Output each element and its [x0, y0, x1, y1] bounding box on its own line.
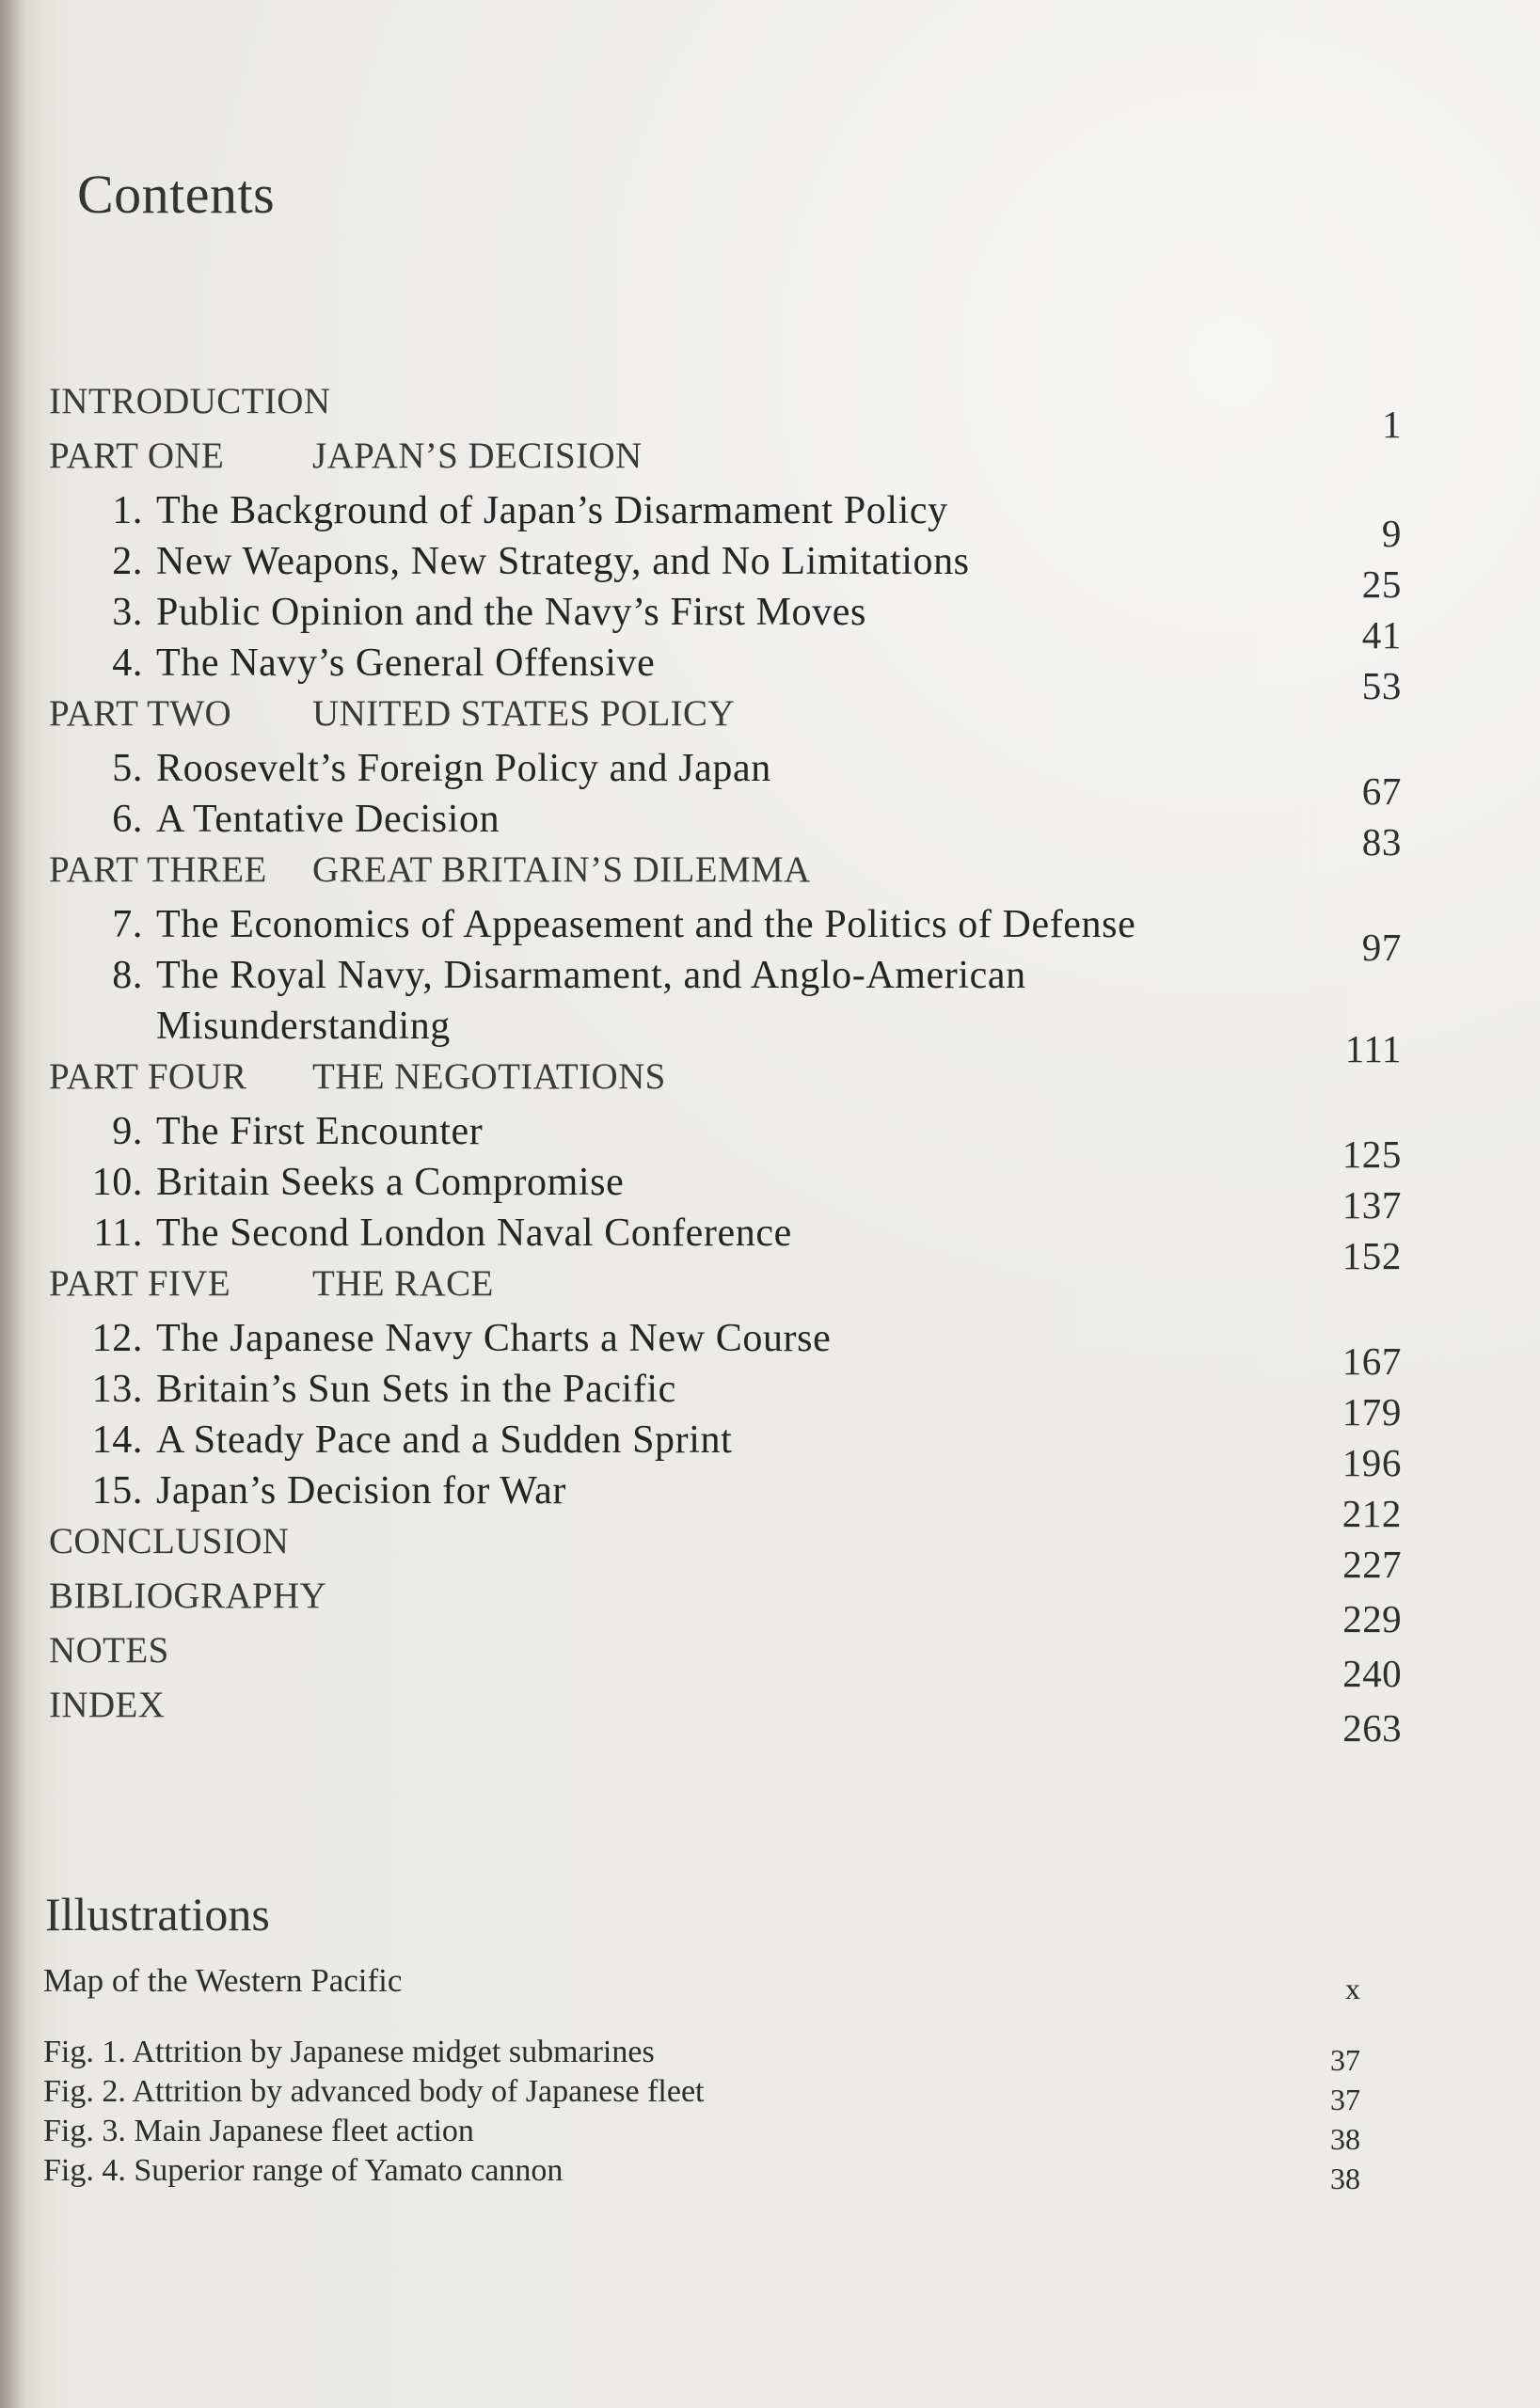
toc-page-number: 25 [1361, 562, 1402, 606]
chapter-title: The Second London Naval Conference [156, 1212, 792, 1255]
toc-chapter-3 [49, 587, 1479, 657]
part-title: THE RACE [312, 1263, 494, 1304]
toc-label: BIBLIOGRAPHY [49, 1576, 327, 1616]
part-label: PART TWO [49, 693, 232, 734]
toc-page-number: 97 [1361, 926, 1402, 969]
toc-page-number: 227 [1342, 1543, 1402, 1586]
chapter-number: 8. [112, 954, 143, 997]
illustration-map [43, 1961, 1436, 2033]
toc-chapter-9 [49, 1106, 1479, 1176]
contents-list [49, 376, 1479, 1750]
toc-label: INTRODUCTION [49, 381, 331, 421]
toc-page-number: 9 [1381, 512, 1402, 555]
chapter-title-continued: Misunderstanding [156, 1005, 451, 1048]
toc-label: NOTES [49, 1630, 169, 1671]
toc-chapter-14 [49, 1415, 1479, 1484]
illustration-fig-2 [43, 2072, 1436, 2116]
toc-page-number: 196 [1342, 1441, 1402, 1484]
chapter-title: Public Opinion and the Navy’s First Moves [156, 591, 866, 634]
toc-conclusion [49, 1516, 1479, 1586]
chapter-number: 12. [91, 1317, 143, 1360]
chapter-number: 13. [91, 1368, 143, 1411]
chapter-title: The Navy’s General Offensive [156, 642, 656, 685]
toc-chapter-7 [49, 899, 1479, 969]
toc-part-three [49, 845, 1479, 899]
illustrations-list [43, 1961, 1436, 2195]
chapter-title: Japan’s Decision for War [156, 1469, 566, 1513]
chapter-title: A Steady Pace and a Sudden Sprint [156, 1418, 733, 1462]
toc-page-number: 125 [1342, 1133, 1402, 1176]
part-title: GREAT BRITAIN’S DILEMMA [312, 849, 811, 890]
toc-page-number: 111 [1344, 1027, 1402, 1070]
chapter-title: The Economics of Appeasement and the Politics of Defense [156, 903, 1136, 946]
toc-label: CONCLUSION [49, 1521, 290, 1561]
illustrations-title: Illustrations [45, 1888, 270, 1941]
toc-chapter-13 [49, 1364, 1479, 1434]
toc-label: INDEX [49, 1685, 166, 1725]
chapter-title: The First Encounter [156, 1110, 484, 1153]
toc-chapter-5 [49, 743, 1479, 813]
part-label: PART FOUR [49, 1056, 247, 1097]
toc-bibliography [49, 1571, 1479, 1640]
illustration-page-number: 38 [1330, 2162, 1360, 2195]
toc-part-two [49, 689, 1479, 743]
illustration-page-number: 37 [1330, 2043, 1360, 2077]
toc-page-number: 240 [1342, 1652, 1402, 1695]
toc-chapter-10 [49, 1157, 1479, 1227]
toc-chapter-6 [49, 794, 1479, 863]
toc-page-number: 1 [1382, 403, 1402, 446]
toc-page-number: 263 [1342, 1706, 1402, 1750]
toc-chapter-2 [49, 536, 1479, 606]
chapter-number: 1. [112, 489, 143, 532]
chapter-title: The Japanese Navy Charts a New Course [156, 1317, 832, 1360]
illustration-label: Fig. 1. Attrition by Japanese midget submarines [43, 2035, 655, 2069]
toc-page-number: 212 [1342, 1492, 1402, 1535]
toc-page-number: 53 [1361, 664, 1402, 707]
contents-title: Contents [77, 164, 276, 225]
toc-page-number: 67 [1361, 769, 1402, 813]
illustration-fig-1 [43, 2033, 1436, 2077]
toc-chapter-8 [49, 950, 1479, 1001]
toc-chapter-8-continued [49, 1001, 1479, 1070]
toc-introduction [49, 376, 1479, 446]
chapter-number: 10. [91, 1161, 143, 1204]
illustration-label: Fig. 3. Main Japanese fleet action [43, 2114, 474, 2148]
part-title: UNITED STATES POLICY [312, 693, 736, 734]
toc-chapter-12 [49, 1313, 1479, 1383]
chapter-number: 9. [112, 1110, 143, 1153]
chapter-number: 15. [91, 1469, 143, 1513]
chapter-number: 2. [112, 540, 143, 583]
illustration-fig-3 [43, 2112, 1436, 2156]
chapter-number: 6. [112, 798, 143, 841]
toc-page-number: 83 [1361, 820, 1402, 863]
toc-part-four [49, 1052, 1479, 1106]
toc-index [49, 1680, 1479, 1750]
toc-chapter-1 [49, 485, 1479, 555]
toc-page-number: 137 [1342, 1183, 1402, 1227]
chapter-title: Roosevelt’s Foreign Policy and Japan [156, 747, 771, 790]
toc-chapter-15 [49, 1465, 1479, 1535]
illustration-label: Fig. 4. Superior range of Yamato cannon [43, 2153, 564, 2188]
chapter-number: 5. [112, 747, 143, 790]
illustration-fig-4 [43, 2151, 1436, 2195]
chapter-number: 7. [112, 903, 143, 946]
toc-page-number: 167 [1342, 1339, 1402, 1383]
toc-page-number: 152 [1342, 1234, 1402, 1277]
part-title: JAPAN’S DECISION [312, 436, 643, 476]
part-label: PART ONE [49, 436, 225, 476]
chapter-title: Britain’s Sun Sets in the Pacific [156, 1368, 676, 1411]
chapter-title: Britain Seeks a Compromise [156, 1161, 625, 1204]
toc-chapter-4 [49, 638, 1479, 707]
chapter-title: The Background of Japan’s Disarmament Policy [156, 489, 948, 532]
chapter-title: A Tentative Decision [156, 798, 500, 841]
toc-chapter-11 [49, 1208, 1479, 1277]
illustration-label: Fig. 2. Attrition by advanced body of Japanese fleet [43, 2074, 705, 2109]
illustration-label: Map of the Western Pacific [43, 1962, 403, 1999]
part-label: PART FIVE [49, 1263, 231, 1304]
toc-part-one [49, 431, 1479, 485]
toc-page-number: 179 [1342, 1390, 1402, 1434]
chapter-number: 11. [93, 1212, 143, 1255]
chapter-number: 14. [91, 1418, 143, 1462]
illustration-page-number: 38 [1330, 2122, 1360, 2156]
chapter-number: 3. [112, 591, 143, 634]
toc-page-number: 229 [1342, 1597, 1402, 1640]
chapter-number: 4. [112, 642, 143, 685]
illustration-page-number: x [1345, 1972, 1360, 2005]
part-label: PART THREE [49, 849, 267, 890]
part-title: THE NEGOTIATIONS [312, 1056, 666, 1097]
chapter-title: New Weapons, New Strategy, and No Limitations [156, 540, 970, 583]
toc-notes [49, 1625, 1479, 1695]
toc-part-five [49, 1259, 1479, 1313]
page-fold-shadow [0, 0, 26, 2408]
toc-page-number: 41 [1361, 613, 1402, 657]
chapter-title: The Royal Navy, Disarmament, and Anglo-American [156, 954, 1026, 997]
illustration-page-number: 37 [1330, 2083, 1360, 2116]
